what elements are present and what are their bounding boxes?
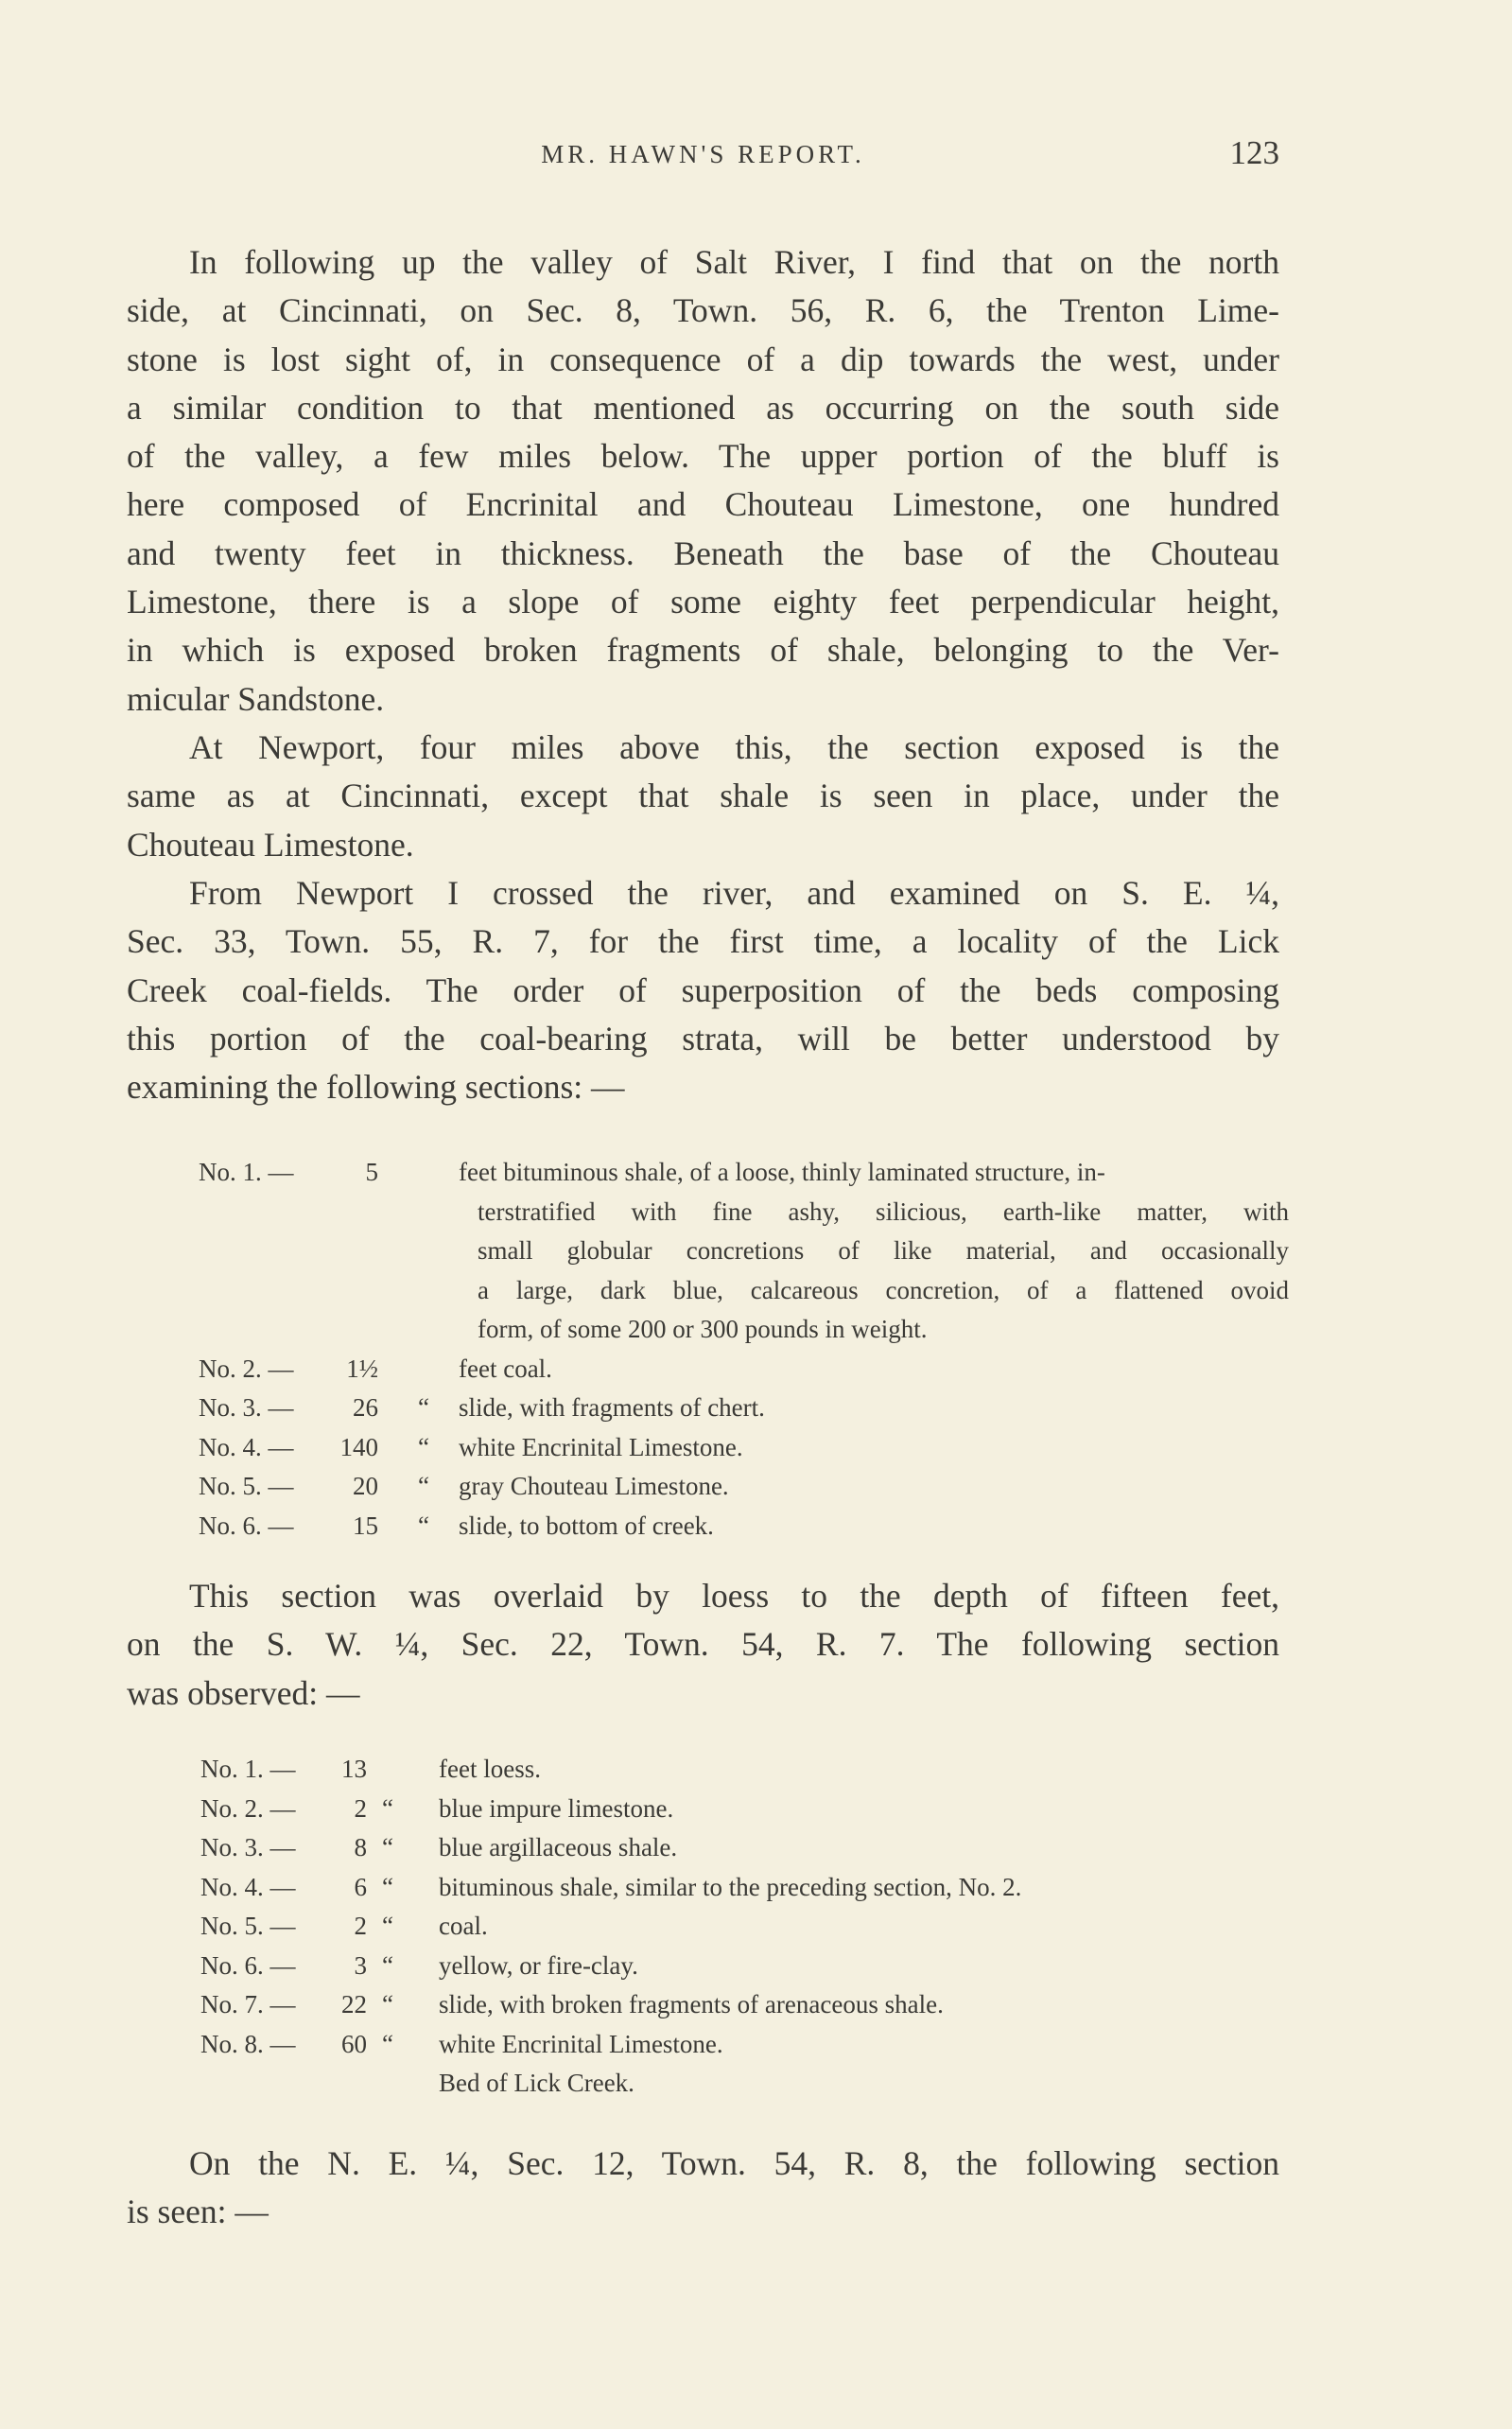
text-line: side, at Cincinnati, on Sec. 8, Town. 56, R. 6, the Trenton Lime- [127, 291, 1279, 330]
ditto-mark: “ [382, 1833, 393, 1861]
paragraph [127, 724, 1279, 869]
text-line: of the valley, a few miles below. The upper portion of the bluff is [127, 437, 1279, 476]
thickness: 8 [354, 1833, 367, 1861]
layer-number: No. 8. — [200, 2029, 296, 2058]
running-header [127, 134, 1279, 178]
layer-description: gray Chouteau Limestone. [459, 1472, 729, 1500]
ditto-mark: “ [382, 1872, 393, 1901]
ditto-mark: “ [418, 1511, 429, 1540]
paragraph [127, 2140, 1279, 2237]
thickness: 5 [365, 1158, 378, 1186]
layer-description: blue impure limestone. [439, 1793, 674, 1823]
ditto-mark: “ [418, 1472, 429, 1500]
layer-description-continued: terstratified with fine ashy, silicious, earth-like matter, with [478, 1197, 1289, 1226]
layer-description: blue argillaceous shale. [439, 1833, 678, 1861]
layer-description: coal. [439, 1912, 488, 1940]
text-line: and twenty feet in thickness. Beneath the base of the Chouteau [127, 533, 1279, 572]
text-line: here composed of Encrinital and Chouteau Limestone, one hundred [127, 485, 1279, 524]
section-footer: Bed of Lick Creek. [439, 2069, 634, 2097]
layer-number: No. 7. — [200, 1990, 296, 2018]
paragraph [127, 869, 1279, 1111]
thickness: 3 [354, 1950, 367, 1980]
text-line: This section was overlaid by loess to the depth of fifteen feet, [189, 1577, 1279, 1615]
layer-number: No. 4. — [200, 1872, 296, 1901]
layer-description-continued: small globular concretions of like material, and occasionally [478, 1236, 1289, 1265]
thickness: 2 [354, 1912, 367, 1940]
text-line: Creek coal-fields. The order of superposition of the beds composing [127, 970, 1279, 1009]
layer-number: No. 6. — [200, 1950, 296, 1980]
text-line: From Newport I crossed the river, and examined on S. E. ¼, [189, 874, 1279, 912]
thickness: 22 [341, 1990, 367, 2018]
layer-description: slide, to bottom of creek. [459, 1511, 714, 1540]
text-line: a similar condition to that mentioned as occurring on the south side [127, 388, 1279, 427]
layer-description-continued: a large, dark blue, calcareous concretion, of a flattened ovoid [478, 1275, 1289, 1304]
ditto-mark: “ [382, 1950, 393, 1980]
text-line: On the N. E. ¼, Sec. 12, Town. 54, R. 8, the following section [189, 2144, 1279, 2182]
thickness: 1½ [346, 1354, 378, 1383]
ditto-mark: “ [382, 2029, 393, 2058]
thickness: 6 [354, 1872, 367, 1901]
thickness: 13 [341, 1755, 367, 1783]
ditto-mark: “ [382, 1990, 393, 2018]
layer-number: No. 6. — [199, 1511, 294, 1540]
ditto-mark: “ [382, 1912, 393, 1940]
text-line: same as at Cincinnati, except that shale is seen in place, under the [127, 777, 1279, 815]
ditto-mark: “ [382, 1793, 393, 1823]
layer-description: yellow, or fire-clay. [439, 1950, 638, 1980]
layer-description: feet loess. [439, 1755, 541, 1783]
layer-description: feet bituminous shale, of a loose, thinly laminated structure, in- [459, 1158, 1105, 1186]
text-line: was observed: — [127, 1673, 360, 1712]
text-line: micular Sandstone. [127, 679, 385, 718]
text-line: is seen: — [127, 2193, 269, 2231]
text-line: stone is lost sight of, in consequence of a dip towards the west, under [127, 340, 1279, 378]
text-line: Sec. 33, Town. 55, R. 7, for the first time, a locality of the Lick [127, 922, 1279, 961]
thickness: 20 [353, 1472, 378, 1500]
text-line: on the S. W. ¼, Sec. 22, Town. 54, R. 7. The following section [127, 1625, 1279, 1664]
layer-number: No. 5. — [199, 1472, 294, 1500]
thickness: 26 [353, 1393, 378, 1422]
layer-number: No. 4. — [199, 1432, 294, 1461]
text-line: in which is exposed broken fragments of shale, belonging to the Ver- [127, 631, 1279, 670]
layer-number: No. 3. — [200, 1833, 296, 1861]
layer-description: feet coal. [459, 1354, 552, 1383]
text-line: In following up the valley of Salt River, I find that on the north [189, 243, 1279, 281]
thickness: 15 [353, 1511, 378, 1540]
thickness: 140 [339, 1432, 378, 1461]
layer-description: slide, with fragments of chert. [459, 1393, 765, 1422]
text-line: Chouteau Limestone. [127, 825, 414, 864]
paragraph [127, 238, 1279, 724]
layer-number: No. 2. — [199, 1354, 294, 1383]
page-number: 123 [1229, 134, 1279, 171]
thickness: 60 [341, 2029, 367, 2058]
ditto-mark: “ [418, 1393, 429, 1422]
layer-description: white Encrinital Limestone. [439, 2029, 723, 2058]
layer-number: No. 5. — [200, 1912, 296, 1940]
text-line: Limestone, there is a slope of some eighty feet perpendicular height, [127, 583, 1279, 621]
layer-number: No. 2. — [200, 1793, 296, 1823]
layer-description-continued: form, of some 200 or 300 pounds in weight. [478, 1315, 928, 1343]
layer-number: No. 3. — [199, 1393, 294, 1422]
ditto-mark: “ [418, 1432, 429, 1461]
running-title: MR. HAWN'S REPORT. [541, 140, 865, 168]
text-line: this portion of the coal-bearing strata, will be better understood by [127, 1019, 1279, 1057]
text-line: examining the following sections: — [127, 1068, 625, 1107]
layer-number: No. 1. — [199, 1158, 294, 1186]
layer-description: white Encrinital Limestone. [459, 1432, 743, 1461]
thickness: 2 [354, 1793, 367, 1823]
paragraph [127, 1572, 1279, 1718]
layer-description: bituminous shale, similar to the preceding section, No. 2. [439, 1872, 1022, 1901]
text-line: At Newport, four miles above this, the section exposed is the [189, 728, 1279, 766]
layer-description: slide, with broken fragments of arenaceous shale. [439, 1990, 944, 2018]
layer-number: No. 1. — [200, 1755, 296, 1783]
